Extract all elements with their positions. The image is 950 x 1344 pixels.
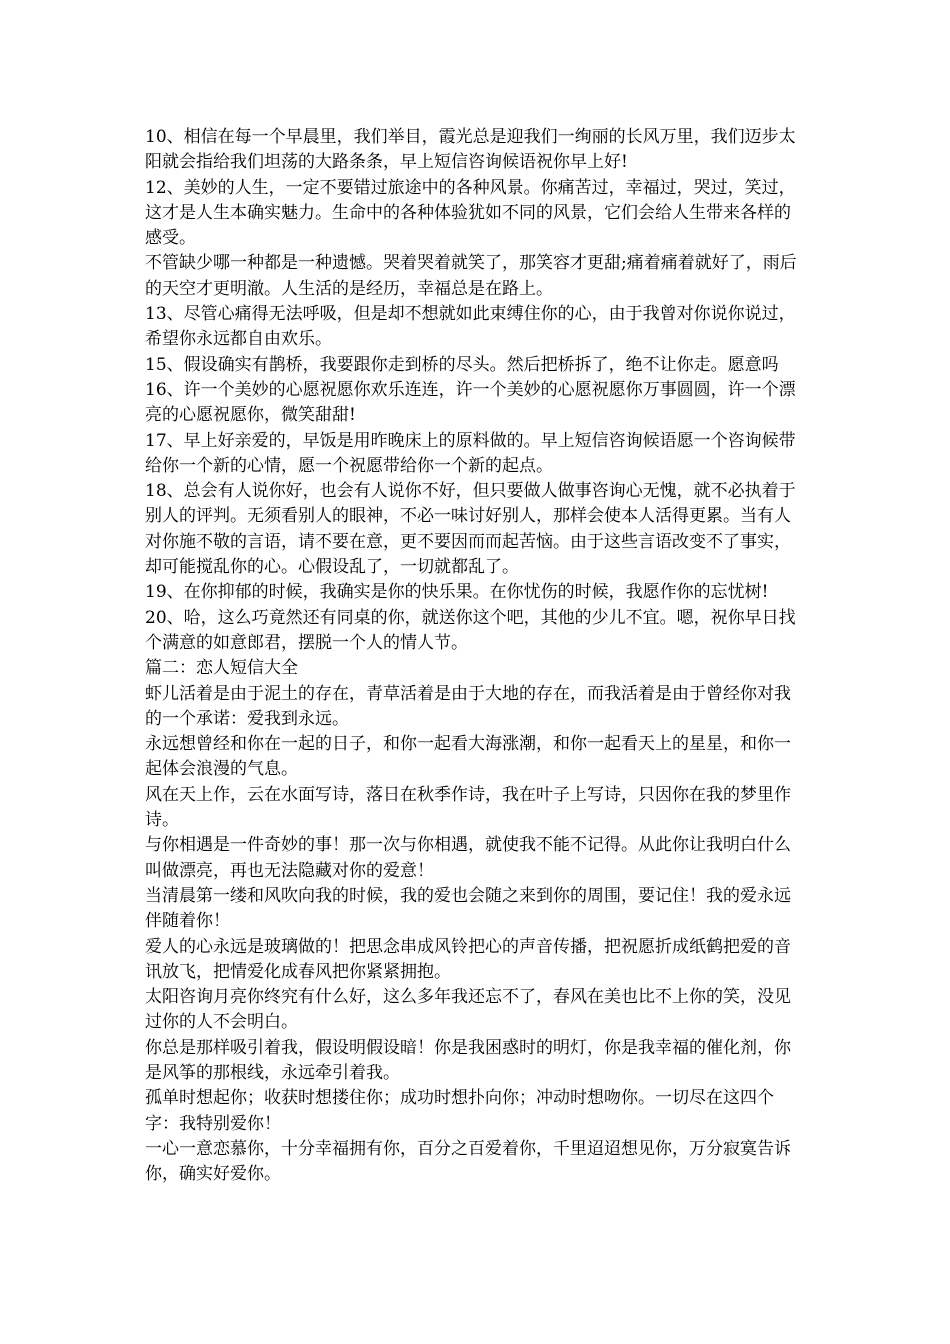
message-2: 永远想曾经和你在一起的日子，和你一起看大海涨潮，和你一起看天上的星星，和你一起体会浪漫的气息。 [145, 734, 791, 780]
message-4: 与你相遇是一件奇妙的事！那一次与你相遇，就使我不能不记得。从此你让我明白什么叫做漂亮，再也无法隐藏对你的爱意！ [145, 835, 791, 881]
paragraph-19: 19、在你抑郁的时候，我确实是你的快乐果。在你忧伤的时候，我愿作你的忘忧树! [145, 582, 769, 603]
paragraph-18: 18、总会有人说你好，也会有人说你不好，但只要做人做事咨询心无愧，就不必执着于别人的评判。无须看别人的眼神，不必一味讨好别人，那样会使本人活得更累。当有人对你施不敬的言语，请不要在意，更不要因而而起苦恼。由于这些言语改变不了事实，却可能搅乱你的心。心假设乱了，一切就都乱了。 [145, 481, 796, 578]
paragraph-16: 16、许一个美妙的心愿祝愿你欢乐连连，许一个美妙的心愿祝愿你万事圆圆，许一个漂亮的心愿祝愿你，微笑甜甜! [145, 379, 796, 426]
message-8: 你总是那样吸引着我，假设明假设暗！你是我困惑时的明灯，你是我幸福的催化剂，你是风筝的那根线，永远牵引着我。 [145, 1037, 791, 1083]
message-7: 太阳咨询月亮你终究有什么好，这么多年我还忘不了，春风在美也比不上你的笑，没见过你的人不会明白。 [145, 987, 791, 1033]
document-body [145, 125, 805, 1187]
paragraph-17: 17、早上好亲爱的，早饭是用昨晚床上的原料做的。早上短信咨询候语愿一个咨询候带给你一个新的心情，愿一个祝愿带给你一个新的起点。 [145, 430, 796, 476]
message-3: 风在天上作，云在水面写诗，落日在秋季作诗，我在叶子上写诗，只因你在我的梦里作诗。 [145, 784, 791, 831]
paragraph-10: 10、相信在每一个早晨里，我们举目，霞光总是迎我们一绚丽的长风万里，我们迈步太阳就会指给我们坦荡的大路条条，早上短信咨询候语祝你早上好! [145, 127, 796, 173]
paragraph-15: 15、假设确实有鹊桥，我要跟你走到桥的尽头。然后把桥拆了，绝不让你走。愿意吗 [145, 354, 779, 375]
paragraph-20: 20、哈，这么巧竟然还有同桌的你，就送你这个吧，其他的少儿不宜。嗯，祝你早日找个满意的如意郎君，摆脱一个人的情人节。 [145, 607, 796, 653]
paragraph-12: 12、美妙的人生，一定不要错过旅途中的各种风景。你痛苦过，幸福过，哭过，笑过，这才是人生本确实魅力。生命中的各种体验犹如不同的风景，它们会给人生带来各样的感受。 [145, 177, 796, 249]
message-1: 虾儿活着是由于泥土的存在，青草活着是由于大地的存在，而我活着是由于曾经你对我的一个承诺：爱我到永远。 [145, 683, 791, 729]
paragraph-12-continued: 不管缺少哪一种都是一种遗憾。哭着哭着就笑了，那笑容才更甜;痛着痛着就好了，雨后的天空才更明澈。人生活的是经历，幸福总是在路上。 [145, 253, 797, 299]
message-9: 孤单时想起你；收获时想搂住你；成功时想扑向你；冲动时想吻你。一切尽在这四个字：我特别爱你！ [145, 1088, 774, 1134]
message-10: 一心一意恋慕你，十分幸福拥有你，百分之百爱着你，千里迢迢想见你，万分寂寞告诉你，确实好爱你。 [145, 1138, 791, 1185]
section-heading: 篇二：恋人短信大全 [145, 658, 298, 679]
message-5: 当清晨第一缕和风吹向我的时候，我的爱也会随之来到你的周围，要记住！我的爱永远伴随着你！ [145, 885, 791, 932]
message-6: 爱人的心永远是玻璃做的！把思念串成风铃把心的声音传播，把祝愿折成纸鹤把爱的音讯放飞，把情爱化成春风把你紧紧拥抱。 [145, 936, 791, 982]
paragraph-13: 13、尽管心痛得无法呼吸，但是却不想就如此束缚住你的心，由于我曾对你说你说过，希望你永远都自由欢乐。 [145, 304, 796, 350]
